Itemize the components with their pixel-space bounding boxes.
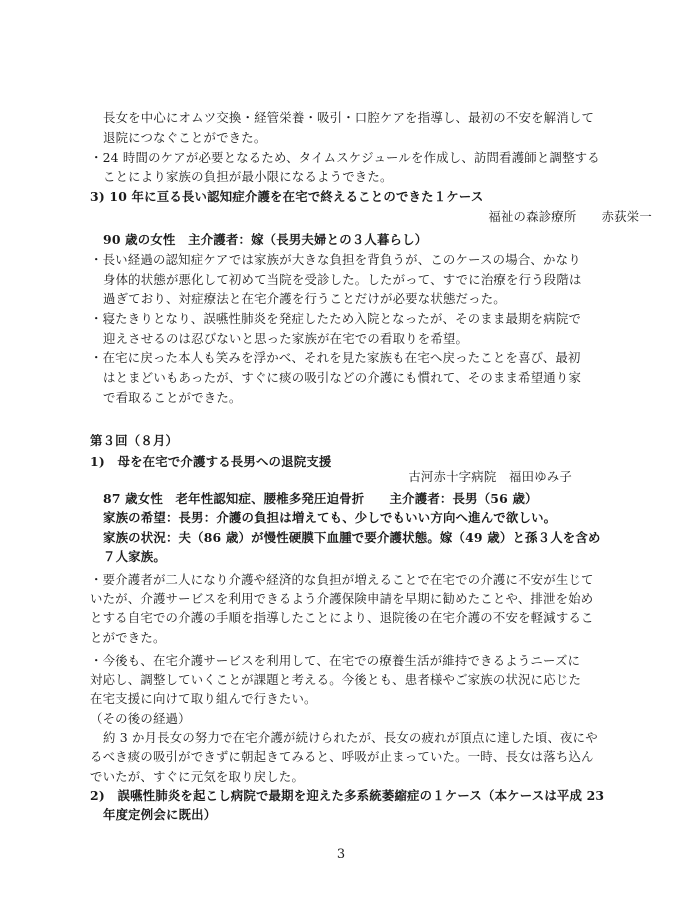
text-line: 退院につなぐことができた。 bbox=[103, 130, 267, 145]
text-line: はとまどいもあったが、すぐに痰の吸引などの介護にも慣れて、そのまま希望通り家 bbox=[103, 370, 582, 385]
text-line: とができた。 bbox=[90, 630, 166, 645]
bullet-line: ・長い経過の認知症ケアでは家族が大きな負担を背負うが、このケースの場合、かなり bbox=[90, 252, 581, 267]
meeting-heading: 第３回（８月） bbox=[90, 433, 179, 448]
bullet-line: ・今後も、在宅介護サービスを利用して、在宅での療養生活が維持できるようニーズに bbox=[90, 653, 581, 668]
text-line: 長女を中心にオムツ交換・経管栄養・吸引・口腔ケアを指導し、最初の不安を解消して bbox=[103, 110, 595, 125]
text-line: 約 3 か月長女の努力で在宅介護が続けられたが、長女の疲れが頂点に達した頃、夜にや bbox=[103, 730, 598, 745]
bullet-line: ・24 時間のケアが必要となるため、タイムスケジュールを作成し、訪問看護師と調整する bbox=[90, 150, 600, 165]
page-number: 3 bbox=[336, 847, 346, 862]
text-line: 身体的状態が悪化して初めて当院を受診した。したがって、すでに治療を行う段階は bbox=[103, 272, 582, 287]
bullet-line: ・要介護者が二人になり介護や経済的な負担が増えることで在宅での介護に不安が生じて bbox=[90, 572, 594, 587]
text-line: ことにより家族の負担が最小限になるようできた。 bbox=[103, 169, 393, 184]
text-line: 迎えさせるのは忍びないと思った家族が在宅での看取りを希望。 bbox=[103, 331, 469, 346]
text-line: るべき痰の吸引ができずに朝起きてみると、呼吸が止まっていた。一時、長女は落ち込ん bbox=[90, 749, 594, 764]
bullet-line: ・寝たきりとなり、誤嚥性肺炎を発症したため入院となったが、そのまま最期を病院で bbox=[90, 311, 582, 326]
bullet-line: ・在宅に戻った本人も笑みを浮かべ、それを見た家族も在宅へ戻ったことを喜び、最初 bbox=[90, 350, 581, 365]
author-line: 古河赤十字病院 福田ゆみ子 bbox=[408, 469, 572, 484]
author-line: 福祉の森診療所 赤荻栄一 bbox=[488, 209, 652, 224]
text-line: 在宅支援に向けて取り組んで行きたい。 bbox=[90, 691, 317, 706]
text-line: いたが、介護サービスを利用できるよう介護保険申請を早期に勧めたことや、排泄を始め bbox=[90, 591, 594, 606]
family-status: 家族の状況：夫（86 歳）が慢性硬膜下血腫で要介護状態。嫁（49 歳）と孫３人を含め bbox=[103, 530, 601, 545]
text-line: で看取ることができた。 bbox=[103, 390, 242, 405]
section-heading: 1) 母を在宅で介護する長男への退院支援 bbox=[90, 454, 332, 469]
text-line: とする自宅での介護の手順を指導したことにより、退院後の在宅介護の不安を軽減するこ bbox=[90, 610, 594, 625]
case-summary: 90 歳の女性 主介護者：嫁（長男夫婦との３人暮らし） bbox=[103, 232, 428, 247]
subheading: （その後の経過） bbox=[90, 711, 191, 726]
text-line: でいたが、すぐに元気を取り戻した。 bbox=[90, 769, 305, 784]
section-heading-cont: 年度定例会に既出） bbox=[103, 807, 217, 822]
text-line: 過ぎており、対症療法と在宅介護を行うことだけが必要な状態だった。 bbox=[103, 291, 506, 306]
text-line: 対応し、調整していくことが課題と考える。今後とも、患者様やご家族の状況に応じた bbox=[90, 672, 582, 687]
family-wish: 家族の希望：長男：介護の負担は増えても、少しでもいい方向へ進んで欲しい。 bbox=[103, 510, 557, 525]
case-summary: 87 歳女性 老年性認知症、腰椎多発圧迫骨折 主介護者：長男（56 歳） bbox=[103, 491, 538, 506]
family-status-cont: ７人家族。 bbox=[103, 549, 166, 564]
section-heading: 3) 10 年に亘る長い認知症介護を在宅で終えることのできた１ケース bbox=[90, 189, 484, 204]
section-heading: 2) 誤嚥性肺炎を起こし病院で最期を迎えた多系統萎縮症の１ケース（本ケースは平成 23 bbox=[90, 788, 605, 803]
